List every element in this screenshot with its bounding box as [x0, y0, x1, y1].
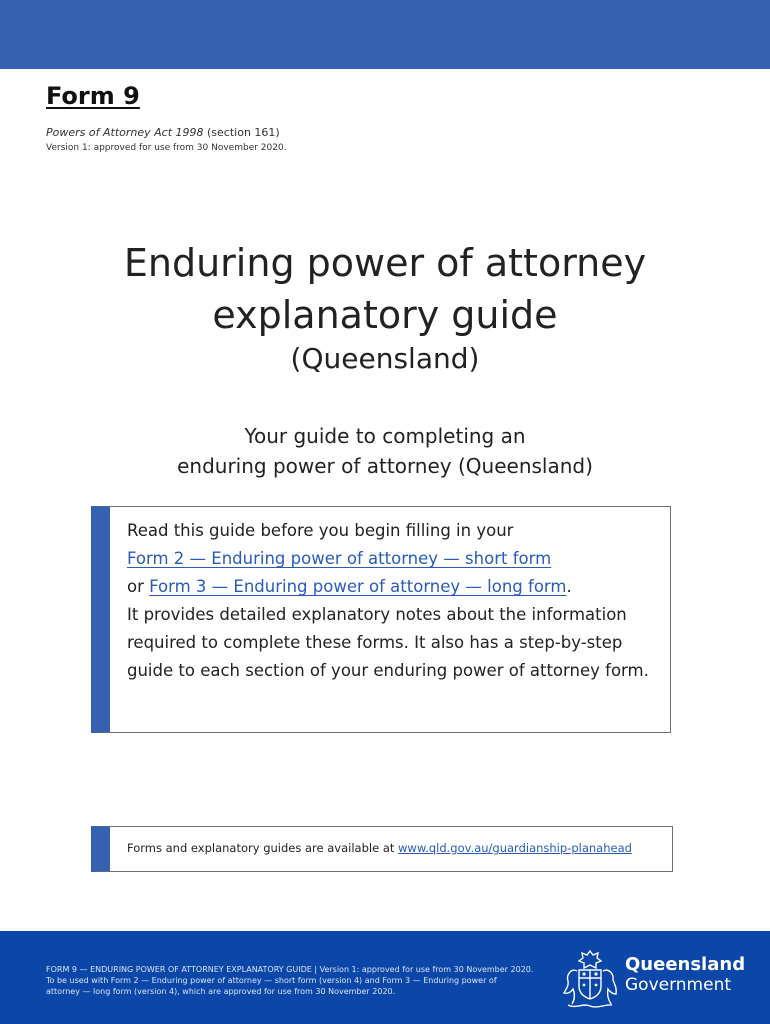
- info-label: Forms and explanatory guides are available at: [127, 841, 399, 855]
- footer-line-1: FORM 9 — ENDURING POWER OF ATTORNEY EXPLANATORY GUIDE | Version 1: approved for use from 30 November 2020.: [46, 965, 534, 974]
- notice-period: .: [566, 577, 572, 596]
- form3-link[interactable]: Form 3 — Enduring power of attorney — long form: [149, 577, 567, 596]
- subtitle-line-1: Your guide to completing an: [244, 424, 526, 448]
- guardianship-link[interactable]: www.qld.gov.au/guardianship-planahead: [398, 841, 632, 855]
- queensland-crest-icon: [560, 945, 620, 1013]
- notice-details: It provides detailed explanatory notes about the information required to complete these forms. It also has a step-by-step guide to each section of your enduring power of attorney form.: [127, 605, 649, 680]
- act-name: Powers of Attorney Act 1998: [46, 126, 204, 139]
- footer-text: [46, 964, 556, 997]
- header-band: [0, 0, 770, 69]
- act-section: (section 161): [203, 126, 280, 139]
- version-info: Version 1: approved for use from 30 November 2020.: [46, 143, 287, 153]
- form2-link[interactable]: Form 2 — Enduring power of attorney — short form: [127, 549, 552, 568]
- notice-or: or: [127, 577, 150, 596]
- title-line-2: explanatory guide: [212, 293, 558, 337]
- act-reference: [46, 126, 280, 139]
- info-text: [127, 841, 632, 855]
- footer-line-2: To be used with Form 2 — Enduring power of attorney — short form (version 4) and Form 3 — Enduring power of: [46, 976, 497, 985]
- subtitle-line-2: enduring power of attorney (Queensland): [177, 454, 593, 478]
- logo-queensland: Queensland: [625, 954, 746, 975]
- title-region: (Queensland): [290, 342, 480, 375]
- notice-box: [91, 506, 671, 733]
- queensland-government-logo: [625, 955, 745, 995]
- footer: [0, 931, 770, 1024]
- info-box: [91, 826, 673, 872]
- notice-body: [127, 517, 660, 685]
- title-line-1: Enduring power of attorney: [123, 241, 647, 285]
- subtitle: [0, 421, 770, 481]
- document-title: [0, 237, 770, 341]
- logo-government: Government: [625, 975, 732, 995]
- footer-line-3: attorney — long form (version 4), which are approved for use from 30 November 2020.: [46, 987, 396, 996]
- notice-intro: Read this guide before you begin filling in your: [127, 521, 514, 540]
- form-number: Form 9: [46, 82, 140, 110]
